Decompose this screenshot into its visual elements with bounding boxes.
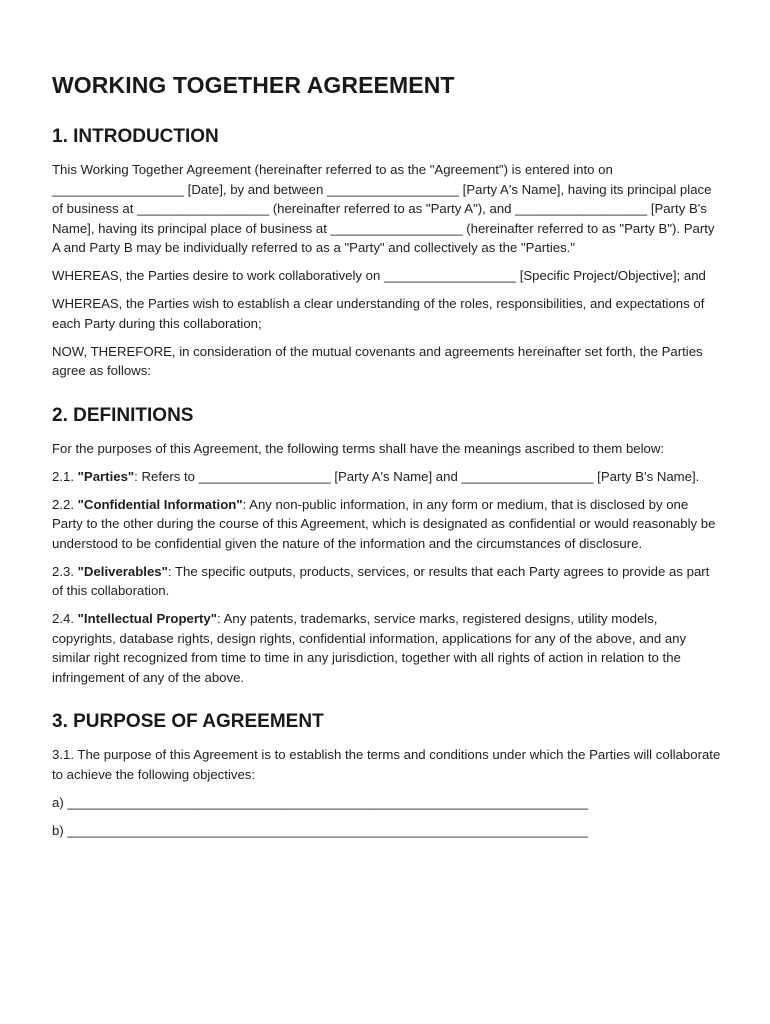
now-therefore-paragraph: NOW, THEREFORE, in consideration of the mutual covenants and agreements hereinafter set forth, the Parties agree as follows: [52, 343, 703, 378]
section-heading-introduction: 1. INTRODUCTION [52, 126, 219, 147]
definition-text: : Any non-public information, in any form or medium, that is disclosed by one Party to the other during the course of this Agreement, which is designated as confidential or would reasonably be understood to be confidential given the nature of the information and the circumstances of disclosure. [52, 496, 716, 551]
section-heading-purpose: 3. PURPOSE OF AGREEMENT [52, 711, 324, 732]
document-title: WORKING TOGETHER AGREEMENT [52, 72, 455, 98]
section-heading-definitions: 2. DEFINITIONS [52, 404, 194, 426]
objective-line-b: b) _______________________________________________________________________ [52, 822, 589, 838]
document-page [52, 70, 722, 840]
definition-term: "Parties" [77, 468, 135, 484]
definition-term: "Deliverables" [77, 563, 168, 579]
definitions-intro: For the purposes of this Agreement, the following terms shall have the meanings ascribed to them below: [52, 440, 665, 456]
intro-paragraph: This Working Together Agreement (hereinafter referred to as the "Agreement") is entered into on __________________ [Date], by and between __________________ [Party A's Name], having its principal place of business at __________________ (hereinafter referred to as "Party A"), and __________________ [Party B's Name], having its principal place of business at __________________ (hereinafter referred to as "Party B"). Party A and Party B may be individually referred to as a "Party" and collectively as the "Parties." [52, 162, 715, 255]
definition-number: 2.3. [52, 563, 74, 579]
definition-deliverables [52, 562, 722, 601]
definition-number: 2.1. [52, 468, 74, 484]
definition-intellectual-property [52, 609, 722, 687]
definition-confidential-information [52, 495, 722, 554]
definition-parties [52, 467, 722, 487]
definition-number: 2.2. [52, 496, 74, 512]
definition-text: : Refers to __________________ [Party A's Name] and __________________ [Party B's Name]. [134, 468, 700, 484]
purpose-paragraph: 3.1. The purpose of this Agreement is to establish the terms and conditions under which the Parties will collaborate to achieve the following objectives: [52, 747, 721, 782]
whereas-paragraph-2: WHEREAS, the Parties wish to establish a clear understanding of the roles, responsibilities, and expectations of each Party during this collaboration; [52, 296, 705, 331]
definition-term: "Intellectual Property" [77, 611, 217, 626]
definition-text: : The specific outputs, products, services, or results that each Party agrees to provide as part of this collaboration. [52, 563, 710, 598]
objective-line-a: a) _______________________________________________________________________ [52, 794, 589, 810]
definition-text: : Any patents, trademarks, service marks, registered designs, utility models, copyrights, database rights, design rights, confidential information, applications for any of the above, and any similar right recognized from time to time in any jurisdiction, together with all rights of action in relation to the infringement of any of the above. [52, 611, 687, 685]
definition-number: 2.4. [52, 611, 74, 626]
definition-term: "Confidential Information" [77, 496, 243, 512]
whereas-paragraph-1: WHEREAS, the Parties desire to work collaboratively on __________________ [Specific Project/Objective]; and [52, 268, 706, 283]
